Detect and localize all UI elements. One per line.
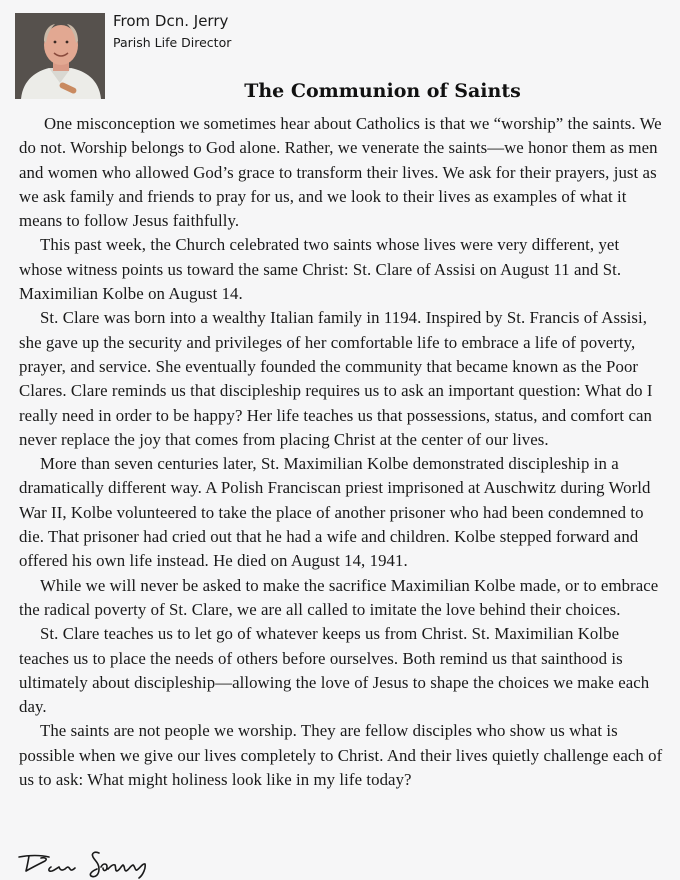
article-paragraph: The saints are not people we worship. They are fellow disciples who show us what is possible when we give our lives completely to Christ. And their lives quietly challenge each of us to ask: What might holiness look like in my life today? <box>19 721 663 790</box>
article-paragraph: This past week, the Church celebrated two saints whose lives were very different, yet whose witness points us toward the same Christ: St. Clare of Assisi on August 11 and St. Maximilian Kolbe on August 14. <box>19 235 622 304</box>
article-body <box>19 112 665 792</box>
author-role: Parish Life Director <box>113 35 232 50</box>
article-paragraph: St. Clare was born into a wealthy Italian family in 1194. Inspired by St. Francis of Assisi, she gave up the security and privileges of her comfortable life to embrace a life of poverty, prayer, and service. She eventually founded the community that became known as the Poor Clares. Clare reminds us that discipleship requires us to ask an important question: What do I really need in order to be happy? Her life teaches us that possessions, status, and comfort can never replace the joy that comes from placing Christ at the center of our lives. <box>19 308 653 449</box>
article-paragraph: While we will never be asked to make the sacrifice Maximilian Kolbe made, or to embrace the radical poverty of St. Clare, we are all called to imitate the love behind their choices. <box>19 575 659 619</box>
article-title: The Communion of Saints <box>244 80 521 102</box>
author-name: From Dcn. Jerry <box>113 12 229 30</box>
article-paragraph: One misconception we sometimes hear about Catholics is that we “worship” the saints. We do not. Worship belongs to God alone. Rather, we venerate the saints—we honor them as men and women who allowed God’s grace to transform their lives. We ask for their prayers, just as we ask family and friends to pray for us, and we look to their lives as examples of what it means to follow Jesus faithfully. <box>19 114 662 231</box>
article-paragraph: St. Clare teaches us to let go of whatever keeps us from Christ. St. Maximilian Kolbe teaches us to place the needs of others before ourselves. Both remind us that sainthood is ultimately about discipleship—allowing the love of Jesus to shape the choices we make each day. <box>19 624 650 717</box>
handwritten-signature <box>15 845 165 879</box>
article-paragraph: More than seven centuries later, St. Maximilian Kolbe demonstrated discipleship in a dramatically different way. A Polish Franciscan priest imprisoned at Auschwitz during World War II, Kolbe volunteered to take the place of another prisoner who had been condemned to die. That prisoner had cried out that he had a wife and children. Kolbe stepped forward and offered his own life instead. He died on August 14, 1941. <box>19 454 651 571</box>
